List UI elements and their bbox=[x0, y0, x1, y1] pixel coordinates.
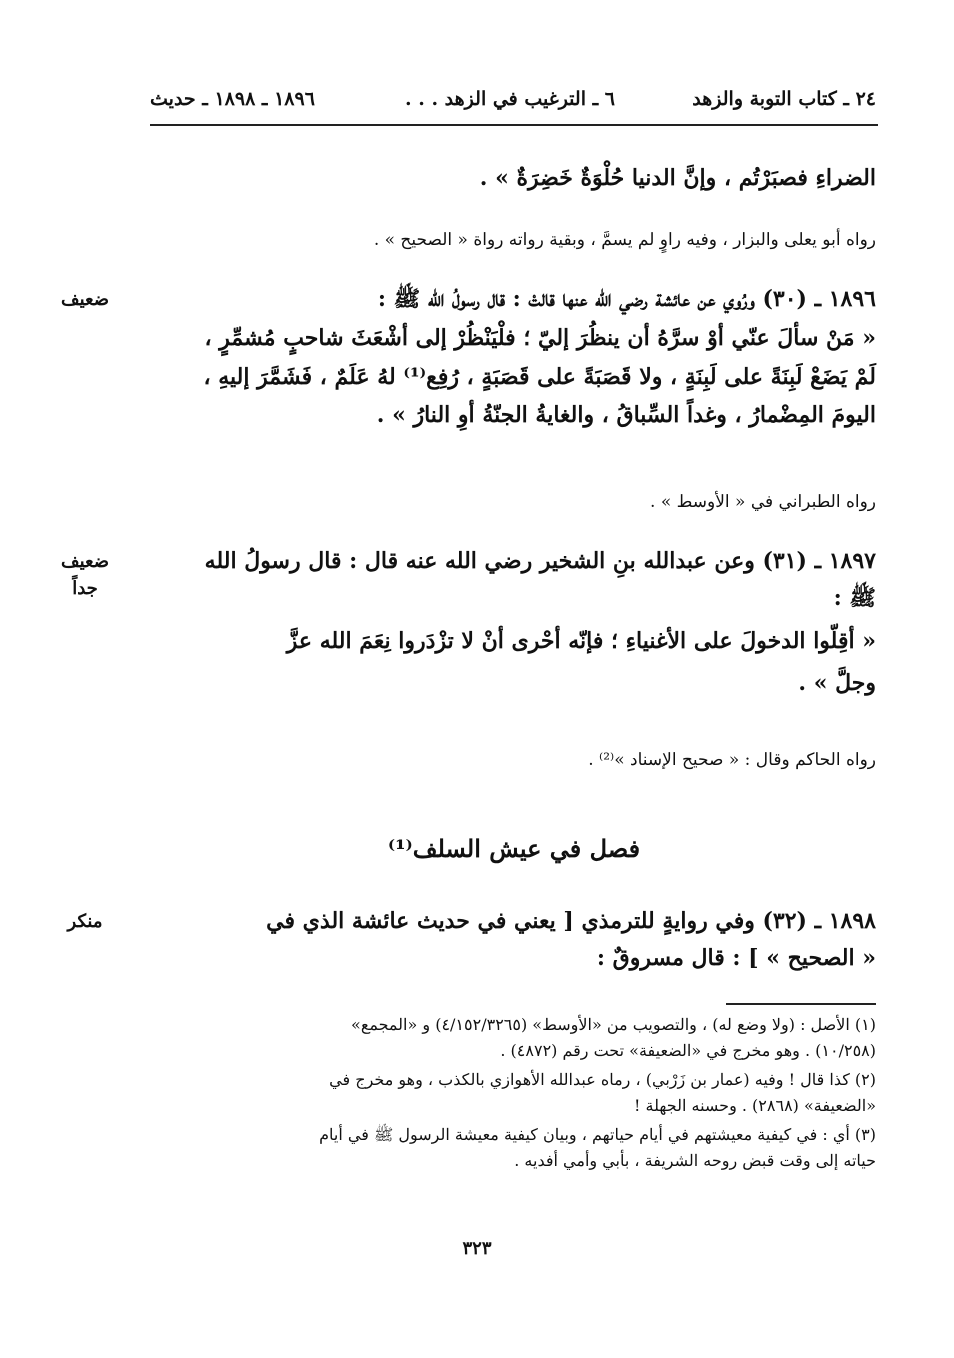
grade-label: ضعيف bbox=[60, 289, 110, 310]
footnote-line: (١٠/٢٥٨) . وهو مخرج في «الضعيفة» تحت رقم (٤٨٧٢) . bbox=[500, 1040, 876, 1060]
hadith-line: وجلَّ » . bbox=[798, 670, 876, 697]
source-line: رواه أبو يعلى والبزار ، وفيه راوٍ لم يسمَّ ، وبقية رواته رواة « الصحيح » . bbox=[373, 230, 876, 250]
running-header-chapter: ٦ ـ الترغيب في الزهد . . . bbox=[404, 88, 615, 110]
section-heading: فصل في عيش السلف⁽¹⁾ bbox=[387, 834, 641, 863]
hadith-line: ١٨٩٧ ـ (٣١) وعن عبدالله بنِ الشخير رضي الله عنه قال : قال رسولُ الله bbox=[204, 548, 876, 574]
hadith-line: ١٨٩٦ ـ (٣٠) ورُوي عن عائشة رضي الله عنها قالتْ : قال رسولُ الله ﷺ : bbox=[377, 286, 876, 312]
grade-word: ضعيف bbox=[60, 551, 110, 572]
footnote-line: «الضعيفة» (٢٨٦٨) . وحسنه الجهلة ! bbox=[634, 1095, 876, 1115]
hadith-1896 bbox=[146, 284, 876, 431]
hadith-1897-source bbox=[146, 750, 876, 770]
intro-source bbox=[146, 230, 876, 250]
footnote-line: (١) الأصل : (ولا وضع له) ، والتصويب من «الأوسط» (٤/١٥٢/٣٢٦٥) و «المجمع» bbox=[351, 1015, 876, 1034]
intro-block bbox=[146, 163, 876, 194]
running-header-range: ١٨٩٦ ـ ١٨٩٨ ـ حديث bbox=[150, 88, 315, 110]
hadith-1897 bbox=[146, 546, 876, 699]
hadith-line: « مَنْ سألَ عنّي أوْ سرَّهُ أن ينظُرَ إليّ ؛ فلْيَنْظُرْ إلى أشْعَثَ شاحبٍ مُشمِّرٍ ، bbox=[204, 324, 876, 351]
hadith-line: « الصحيح » ] : قال مسروقٌ : bbox=[596, 944, 876, 971]
source-line: رواه الحاكم وقال : « صحيح الإسناد »⁽²⁾ . bbox=[588, 750, 876, 770]
running-header-book: ٢٤ ـ كتاب التوبة والزهد bbox=[692, 88, 876, 110]
footnote-line: حياته إلى وقت قبض روحه الشريفة ، بأبي وأمي أفديه . bbox=[514, 1150, 876, 1170]
footnote-rule bbox=[726, 1003, 876, 1005]
hadith-line: « أقِلّوا الدخولَ على الأغنياءِ ؛ فإنّه أحْرى أنْ لا تزْدَروا نِعَمَ الله عزَّ bbox=[286, 627, 876, 654]
grade-word: جداً bbox=[72, 578, 98, 599]
intro-line: الضراءِ فصبَرْتُم ، وإنَّ الدنيا حُلْوَةٌ خَضِرَةٌ » . bbox=[479, 165, 876, 191]
header-rule bbox=[150, 124, 878, 126]
page-number: ٣٢٣ bbox=[462, 1238, 492, 1259]
footnotes bbox=[146, 1012, 876, 1174]
hadith-line: ١٨٩٨ ـ (٣٢) وفي روايةٍ للترمذي [ يعني في حديث عائشة الذي في bbox=[266, 908, 876, 934]
hadith-1896-source bbox=[146, 492, 876, 512]
source-line: رواه الطبراني في « الأوسط » . bbox=[650, 492, 876, 512]
hadith-line: لَمْ يَضَعْ لَبِنَةً على لَبِنَةٍ ، ولا قَصَبَةً على قَصَبَةٍ ، رُفِع⁽¹⁾ لهُ عَلَمٌ ، فَشَمَّرَ إليهِ ، bbox=[203, 363, 876, 390]
hadith-1898 bbox=[146, 906, 876, 974]
hadith-line: ﷺ : bbox=[833, 584, 876, 611]
grade-label: منكر bbox=[67, 911, 103, 932]
grade-label bbox=[40, 548, 130, 602]
footnote-line: (٢) كذا قال ! وفيه (عمار بن زَرْبي) ، رماه عبدالله الأهوازي بالكذب ، وهو مخرج في bbox=[329, 1070, 876, 1090]
footnote-line: (٣) أي : في كيفية معيشتهم في أيام حياتهم ، وبيان كيفية معيشة الرسول ﷺ في أيام bbox=[319, 1125, 876, 1145]
hadith-line: اليومَ المِضْمارُ ، وغداً السِّباقُ ، والغايةُ الجنّةُ أوِ النارُ » . bbox=[376, 402, 876, 429]
